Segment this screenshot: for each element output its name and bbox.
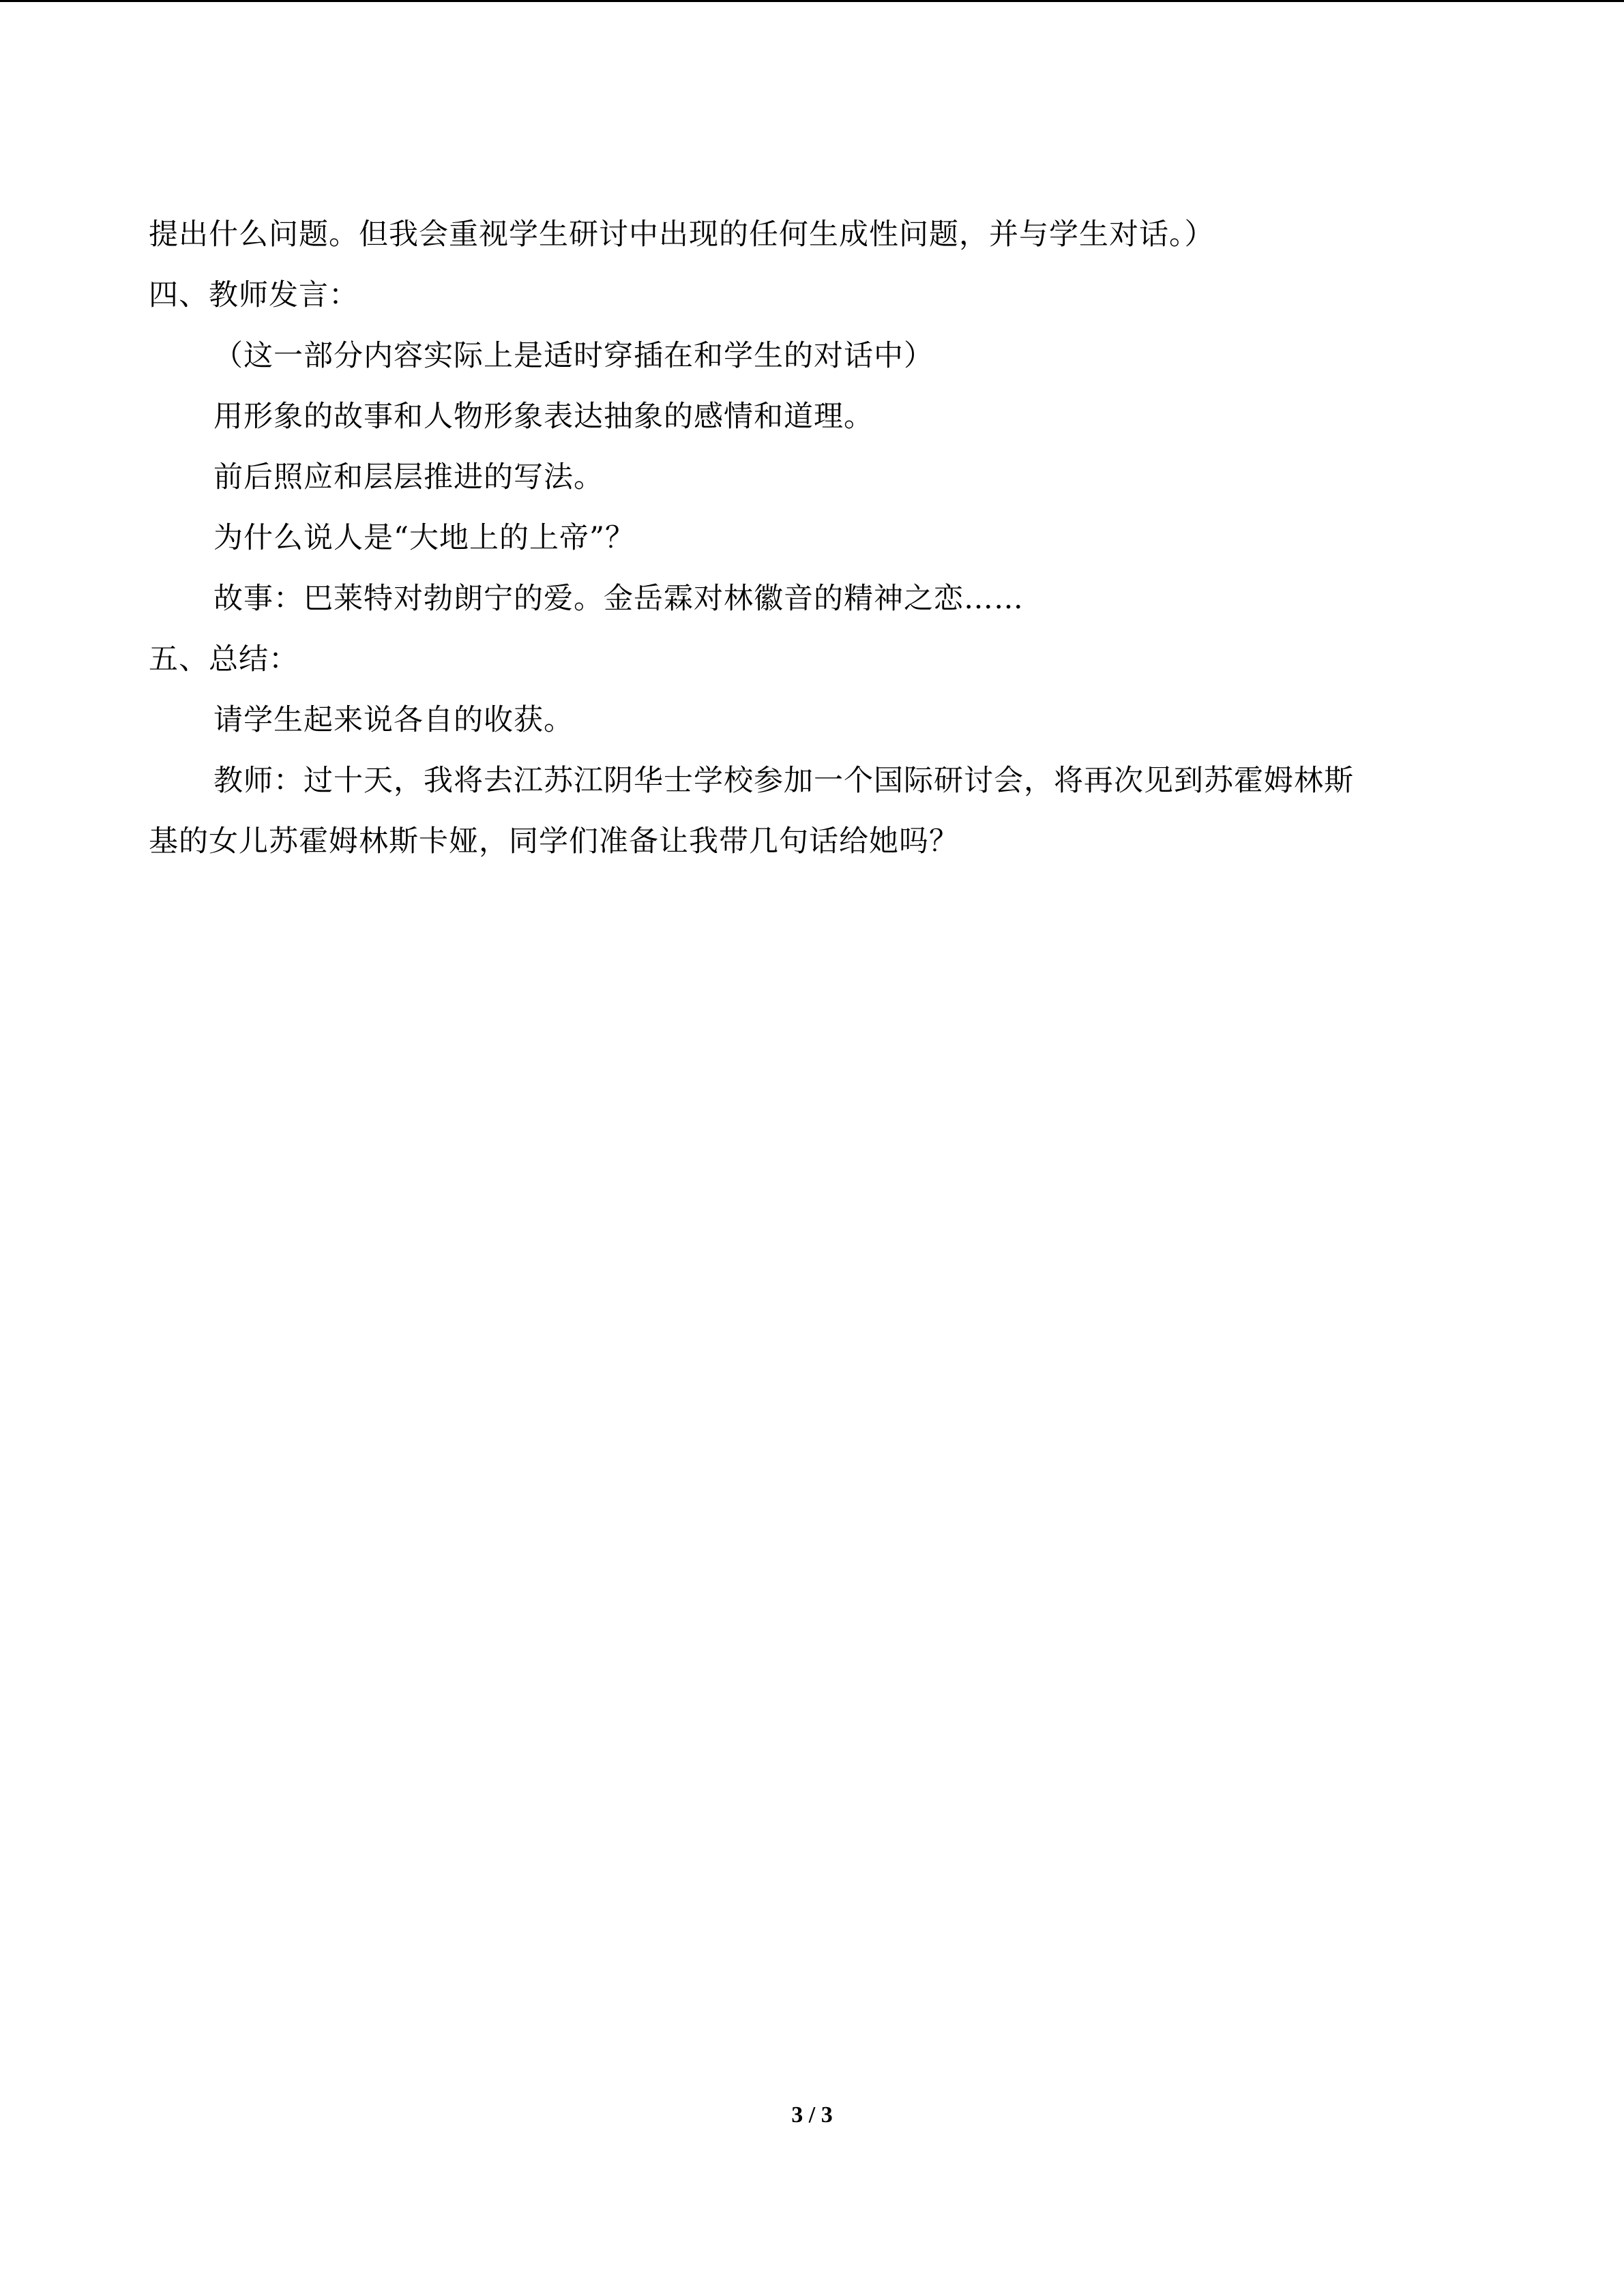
text-line-11: 基的女儿苏霍姆林斯卡娅，同学们准备让我带几句话给她吗？ (149, 824, 959, 859)
top-border-line (0, 0, 1624, 2)
body-text (149, 205, 1475, 872)
text-line-4: 用形象的故事和人物形象表达抽象的感情和道理。 (213, 400, 874, 434)
page-number: 3 / 3 (791, 2102, 833, 2128)
section-heading-teacher-remarks: 四、教师发言： (149, 278, 359, 312)
text-line-7: 故事：巴莱特对勃朗宁的爱。金岳霖对林徽音的精神之恋…… (213, 582, 1024, 616)
section-heading-summary: 五、总结： (149, 642, 299, 676)
text-line-10: 教师：过十天，我将去江苏江阴华士学校参加一个国际研讨会，将再次见到苏霍姆林斯 (213, 764, 1354, 798)
text-line-1: 提出什么问题。但我会重视学生研讨中出现的任何生成性问题，并与学生对话。） (149, 218, 1215, 252)
text-line-6: 为什么说人是“大地上的上帝”？ (213, 521, 635, 555)
text-line-3: （这一部分内容实际上是适时穿插在和学生的对话中） (213, 339, 934, 373)
text-line-9: 请学生起来说各自的收获。 (213, 703, 574, 737)
text-line-5: 前后照应和层层推进的写法。 (213, 460, 604, 494)
